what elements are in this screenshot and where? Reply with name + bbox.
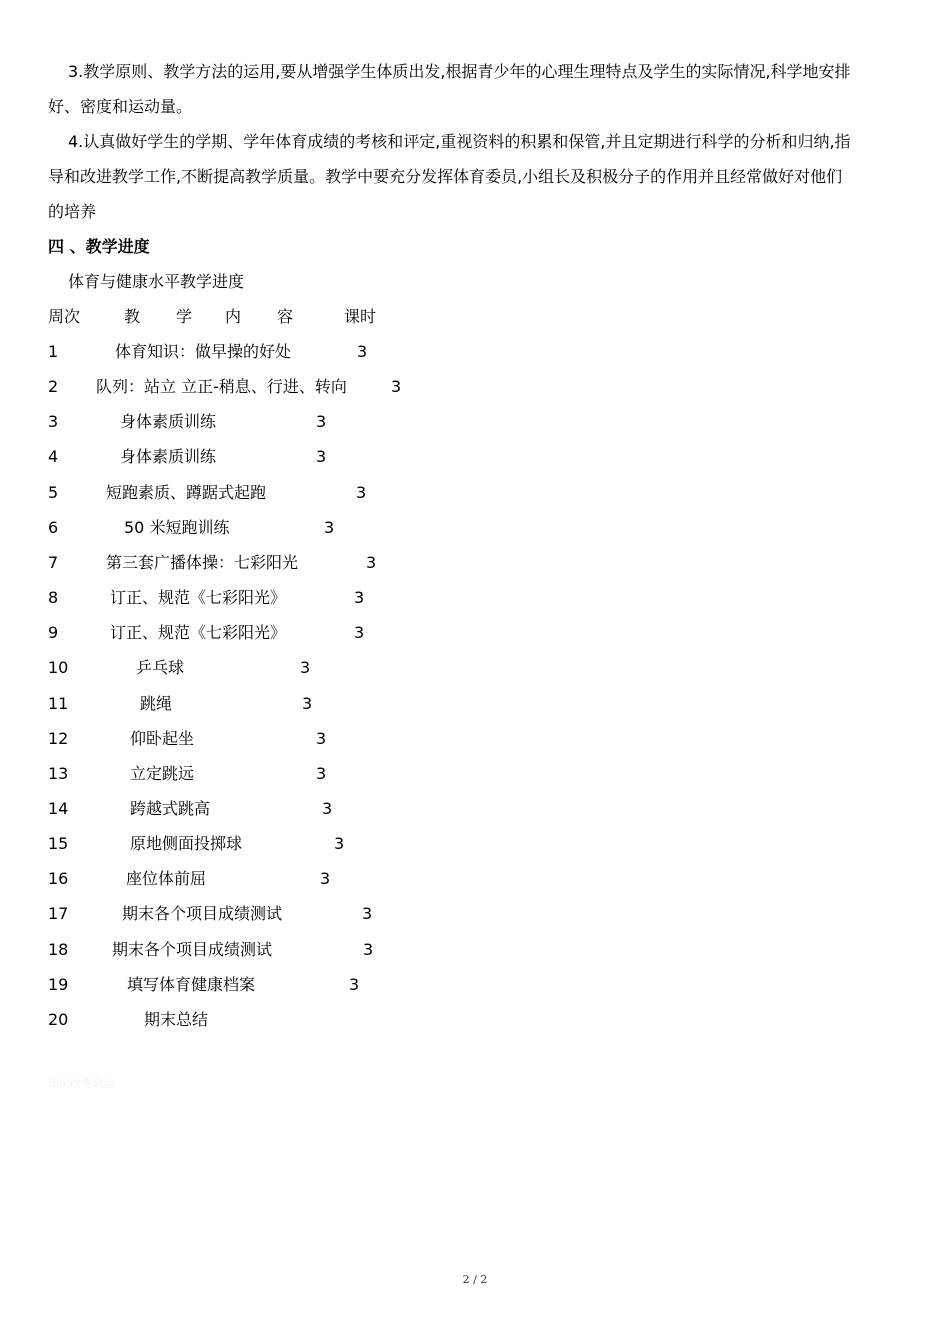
row-content: 原地侧面投掷球 xyxy=(130,834,243,854)
row-content: 身体素质训练 xyxy=(120,447,217,467)
row-week: 3 xyxy=(48,412,59,432)
header-content-char-1: 教 xyxy=(124,307,141,326)
row-week: 18 xyxy=(48,939,69,959)
row-content: 跳绳 xyxy=(140,693,173,713)
row-week: 14 xyxy=(48,798,69,818)
row-hours: 3 xyxy=(324,517,335,537)
row-content: 座位体前屈 xyxy=(126,869,207,889)
row-content: 立定跳远 xyxy=(130,763,195,783)
row-week: 20 xyxy=(48,1009,69,1029)
row-content: 体育知识：做早操的好处 xyxy=(115,342,292,361)
row-hours: 3 xyxy=(302,693,313,713)
row-content: 队列：站立 立正-稍息、行进、转向 xyxy=(96,377,347,397)
row-content: 仰卧起坐 xyxy=(130,728,195,748)
row-week: 10 xyxy=(48,658,69,678)
page-number: 2 / 2 xyxy=(462,1273,488,1286)
row-hours: 3 xyxy=(316,447,327,467)
row-hours: 3 xyxy=(366,552,377,572)
row-content: 填写体育健康档案 xyxy=(127,974,256,994)
paragraph-4-line-2: 导和改进教学工作,不断提高教学质量。教学中要充分发挥体育委员,小组长及积极分子的作用并且经常做好对他们 xyxy=(48,167,843,186)
row-hours: 3 xyxy=(322,798,333,818)
row-content: 第三套广播体操：七彩阳光 xyxy=(106,552,299,572)
row-week: 6 xyxy=(48,517,59,537)
row-week: 19 xyxy=(48,974,69,994)
row-content: 乒乓球 xyxy=(136,658,185,678)
faint-footer-note: 知识改变命运 xyxy=(48,1077,114,1090)
header-week: 周次 xyxy=(48,307,81,326)
header-content-char-2: 学 xyxy=(176,307,193,326)
row-week: 11 xyxy=(48,693,69,713)
row-week: 7 xyxy=(48,552,59,572)
row-content: 订正、规范《七彩阳光》 xyxy=(110,588,287,608)
row-hours: 3 xyxy=(363,939,374,959)
row-week: 5 xyxy=(48,482,59,502)
row-week: 17 xyxy=(48,904,69,924)
schedule-title: 体育与健康水平教学进度 xyxy=(68,272,245,291)
row-hours: 3 xyxy=(357,342,368,361)
row-week: 12 xyxy=(48,728,69,748)
row-week: 15 xyxy=(48,834,69,854)
row-content: 订正、规范《七彩阳光》 xyxy=(110,623,287,643)
paragraph-3-line-2: 好、密度和运动量。 xyxy=(48,97,193,116)
paragraph-4-line-1: 4.认真做好学生的学期、学年体育成绩的考核和评定,重视资料的积累和保管,并且定期进行科学的分析和归纳,指 xyxy=(68,132,851,151)
row-content: 期末总结 xyxy=(144,1009,209,1029)
row-content: 跨越式跳高 xyxy=(130,798,211,818)
header-content-char-4: 容 xyxy=(277,307,294,326)
row-hours: 3 xyxy=(356,482,367,502)
row-hours: 3 xyxy=(334,834,345,854)
row-content: 短跑素质、蹲踞式起跑 xyxy=(106,482,267,502)
header-hours: 课时 xyxy=(344,307,377,326)
row-hours: 3 xyxy=(391,377,402,397)
row-week: 13 xyxy=(48,763,69,783)
row-content: 50 米短跑训练 xyxy=(124,517,230,537)
row-content: 期末各个项目成绩测试 xyxy=(122,904,283,924)
paragraph-4-line-3: 的培养 xyxy=(48,202,97,221)
row-week: 9 xyxy=(48,623,59,643)
row-week: 16 xyxy=(48,869,69,889)
row-hours: 3 xyxy=(320,869,331,889)
row-hours: 3 xyxy=(316,728,327,748)
section-heading: 四 、教学进度 xyxy=(48,237,150,256)
paragraph-3-line-1: 3.教学原则、教学方法的运用,要从增强学生体质出发,根据青少年的心理生理特点及学生的实际情况,科学地安排 xyxy=(68,62,851,81)
row-content: 期末各个项目成绩测试 xyxy=(112,939,273,959)
row-week: 4 xyxy=(48,447,59,467)
row-hours: 3 xyxy=(349,974,360,994)
row-hours: 3 xyxy=(362,904,373,924)
row-week: 2 xyxy=(48,377,59,397)
row-hours: 3 xyxy=(300,658,311,678)
row-hours: 3 xyxy=(354,623,365,643)
row-hours: 3 xyxy=(354,588,365,608)
row-hours: 3 xyxy=(316,412,327,432)
header-content-char-3: 内 xyxy=(225,307,242,326)
row-week: 8 xyxy=(48,588,59,608)
row-content: 身体素质训练 xyxy=(120,412,217,432)
row-week: 1 xyxy=(48,342,59,361)
row-hours: 3 xyxy=(316,763,327,783)
